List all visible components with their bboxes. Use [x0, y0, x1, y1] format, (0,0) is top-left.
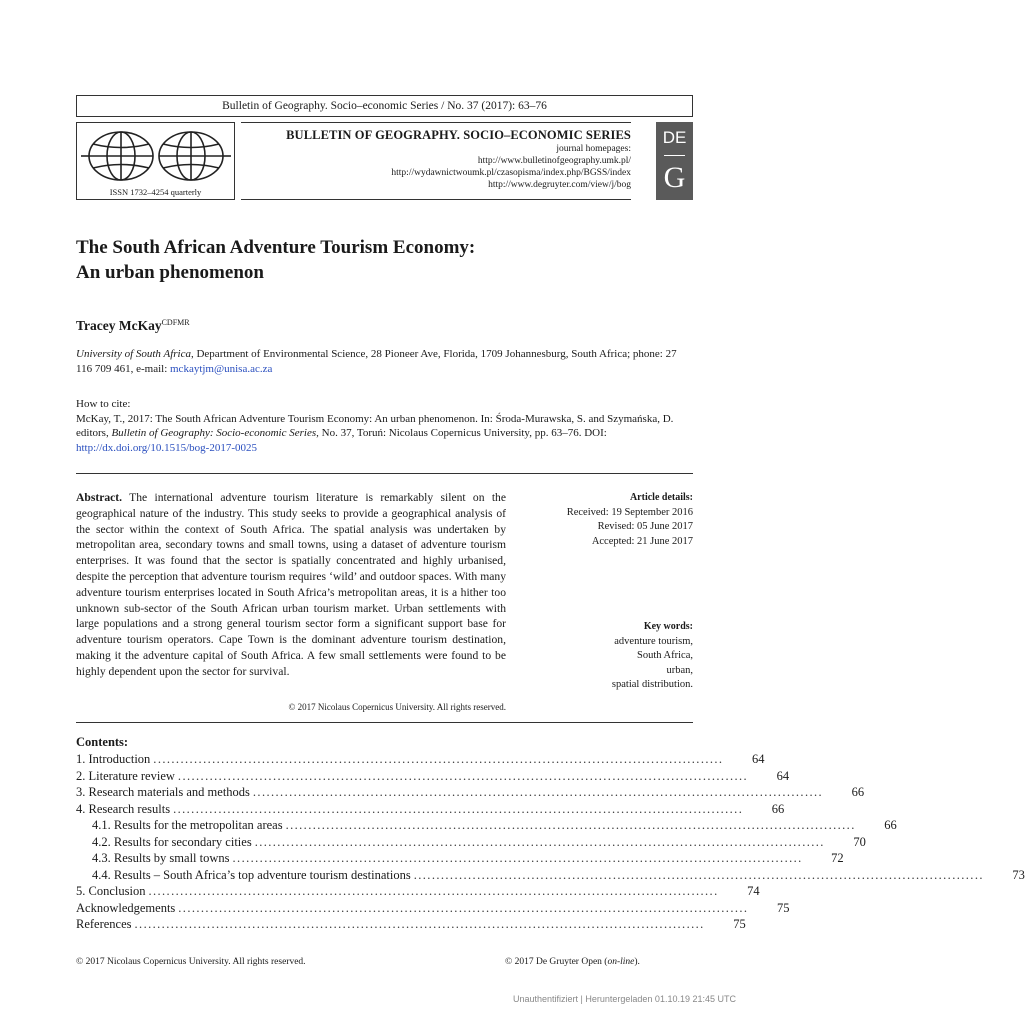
article-details [530, 491, 693, 549]
citation-journal: Bulletin of Geography: Socio-economic Series, [111, 427, 319, 439]
article-details-label: Article details: [629, 492, 693, 503]
journal-info [241, 122, 631, 200]
download-stamp: Unauthentifiziert | Heruntergeladen 01.10.19 21:45 UTC [513, 994, 736, 1004]
journal-header [76, 122, 693, 200]
toc-leader: .............................................................................................................................. [232, 851, 803, 865]
paper-title-line2: An urban phenomenon [76, 262, 264, 283]
how-to-cite [76, 397, 693, 455]
de-gruyter-logo-top: DE [662, 128, 687, 147]
divider [76, 473, 693, 474]
keywords-label: Key words: [643, 621, 693, 632]
toc-entry[interactable] [76, 883, 760, 900]
toc-entry-page: 66 [851, 785, 865, 799]
keyword: spatial distribution. [611, 679, 693, 690]
table-of-contents [76, 734, 1025, 933]
toc-entry-page: 66 [884, 818, 897, 832]
de-gruyter-logo-bottom: G [663, 161, 686, 194]
toc-entry[interactable] [76, 801, 785, 818]
divider [76, 722, 693, 723]
toc-entry-label: 3. Research materials and methods [76, 785, 250, 799]
toc-entry[interactable] [76, 817, 897, 834]
how-to-cite-label: How to cite: [76, 398, 131, 410]
toc-leader: .............................................................................................................................. [148, 884, 719, 898]
affiliation-institution: University of South Africa [76, 348, 191, 360]
toc-entry[interactable] [76, 900, 790, 917]
abstract-text: The international adventure tourism literature is remarkably silent on the geographical nature of the industry. This study seeks to provide a geographical analysis of the sector within the context of South Africa. The spatial analysis was undertaken by metropolitan area, secondary towns and small towns, using a dataset of adventure tourism enterprises. It was found that the sector is spatially concentrated and highly urbanised, despite the perception that adventure tourism requires ‘wild’ and outdoor spaces. With many adventure tourism enterprises located in South Africa’s metropolitan areas, it is a hither too unknown sub-sector of the South African urban tourism market. Urban settlements with large populations and a strong general tourism sector form a significant support base for adventure tourism operators. Cape Town is the dominant adventure tourism destination, making it the adventure capital of South Africa. A few small settlements were found to be highly dependent upon the sector for survival. [76, 491, 506, 678]
toc-entry-page: 75 [733, 917, 746, 931]
paper-title [76, 235, 693, 285]
journal-logo [76, 122, 235, 200]
toc-entry[interactable] [76, 751, 765, 768]
footer-copyright-umk: © 2017 Nicolaus Copernicus University. All rights reserved. [76, 957, 306, 967]
globe-logo-icon [81, 127, 231, 185]
toc-entry-label: References [76, 917, 132, 931]
paper-title-line1: The South African Adventure Tourism Economy: [76, 237, 476, 258]
abstract [76, 490, 506, 680]
keywords [530, 620, 693, 693]
toc-leader: .............................................................................................................................. [285, 818, 856, 832]
toc-entry-label: 4.2. Results for secondary cities [92, 834, 252, 849]
author-affiliation [76, 347, 693, 376]
contents-heading: Contents: [76, 735, 129, 749]
toc-entry-page: 64 [776, 768, 790, 783]
citation-text-main: McKay, T., 2017: The South African Adventure Tourism Economy: An urban phenomenon. In: Środa-Murawska, S. and Szymańska, D. editors, [76, 412, 674, 439]
toc-leader: .............................................................................................................................. [252, 785, 824, 799]
toc-entry-page: 73 [1012, 867, 1025, 882]
toc-entry[interactable] [76, 850, 844, 867]
footer-copyright-degruyter [505, 957, 640, 967]
toc-leader: .............................................................................................................................. [178, 900, 749, 915]
toc-entry-page: 75 [776, 900, 790, 915]
toc-entry[interactable] [76, 916, 746, 933]
toc-entry-label: Acknowledgements [76, 900, 176, 915]
toc-entry-label: 4.1. Results for the metropolitan areas [92, 818, 283, 832]
author-superscript: CDFMR [161, 318, 190, 327]
de-gruyter-logo [656, 122, 693, 200]
accepted-date: Accepted: 21 June 2017 [591, 535, 693, 547]
journal-url[interactable]: http://www.bulletinofgeography.umk.pl/ [477, 156, 631, 166]
toc-entry-label: 4. Research results [76, 801, 171, 816]
toc-entry-page: 64 [751, 752, 765, 766]
toc-leader: .............................................................................................................................. [134, 917, 705, 931]
author-email-link[interactable]: mckaytjm@unisa.ac.za [170, 362, 273, 375]
affiliation-details: , Department of Environmental Science, 28 Pioneer Ave, Florida, 1709 Johannesburg, South Africa; phone: 27 116 709 461, e-mail: [76, 348, 677, 375]
journal-homepages-label: journal homepages: [556, 144, 631, 154]
toc-leader: .............................................................................................................................. [254, 834, 825, 849]
keyword: South Africa, [637, 650, 693, 661]
abstract-copyright: © 2017 Nicolaus Copernicus University. All rights reserved. [288, 702, 506, 712]
toc-entry[interactable] [76, 834, 866, 851]
toc-entry[interactable] [76, 867, 1025, 884]
journal-name: BULLETIN OF GEOGRAPHY. SOCIO–ECONOMIC SERIES [286, 128, 631, 142]
toc-entry-page: 74 [747, 884, 760, 898]
de-gruyter-logo-divider [664, 155, 685, 156]
footer-right-prefix: © 2017 De Gruyter Open ( [505, 957, 608, 967]
toc-leader: .............................................................................................................................. [177, 768, 749, 783]
journal-citation-bar: Bulletin of Geography. Socio–economic Series / No. 37 (2017): 63–76 [76, 95, 693, 117]
keyword: adventure tourism, [614, 635, 693, 647]
journal-url[interactable]: http://www.degruyter.com/view/j/bog [488, 180, 631, 190]
keyword: urban, [666, 664, 693, 676]
toc-entry-page: 70 [853, 834, 866, 849]
footer-right-italic: on-line [607, 957, 635, 967]
toc-entry-page: 66 [771, 801, 785, 816]
abstract-label: Abstract. [76, 491, 123, 504]
toc-entry-page: 72 [831, 851, 844, 865]
toc-entry-label: 4.4. Results – South Africa’s top adventure tourism destinations [92, 867, 411, 882]
toc-entry[interactable] [76, 784, 865, 801]
toc-entry-label: 1. Introduction [76, 752, 151, 766]
footer-right-suffix: ). [634, 957, 640, 967]
toc-entry[interactable] [76, 768, 790, 785]
toc-entry-label: 2. Literature review [76, 768, 175, 783]
toc-leader: .............................................................................................................................. [413, 867, 984, 882]
citation-text [76, 412, 693, 456]
citation-text-tail: No. 37, Toruń: Nicolaus Copernicus University, pp. 63–76. DOI: [318, 427, 607, 439]
issn-label: ISSN 1732–4254 quarterly [109, 187, 202, 197]
toc-leader: .............................................................................................................................. [153, 752, 724, 766]
revised-date: Revised: 05 June 2017 [597, 521, 693, 532]
doi-link[interactable]: http://dx.doi.org/10.1515/bog-2017-0025 [76, 441, 257, 454]
toc-leader: .............................................................................................................................. [173, 801, 744, 816]
toc-entry-label: 5. Conclusion [76, 884, 146, 898]
received-date: Received: 19 September 2016 [566, 506, 693, 518]
journal-url[interactable]: http://wydawnictwoumk.pl/czasopisma/index.php/BGSS/index [391, 168, 631, 178]
toc-entry-label: 4.3. Results by small towns [92, 851, 230, 865]
author-name [76, 318, 190, 334]
author-name-text: Tracey McKay [76, 318, 162, 333]
